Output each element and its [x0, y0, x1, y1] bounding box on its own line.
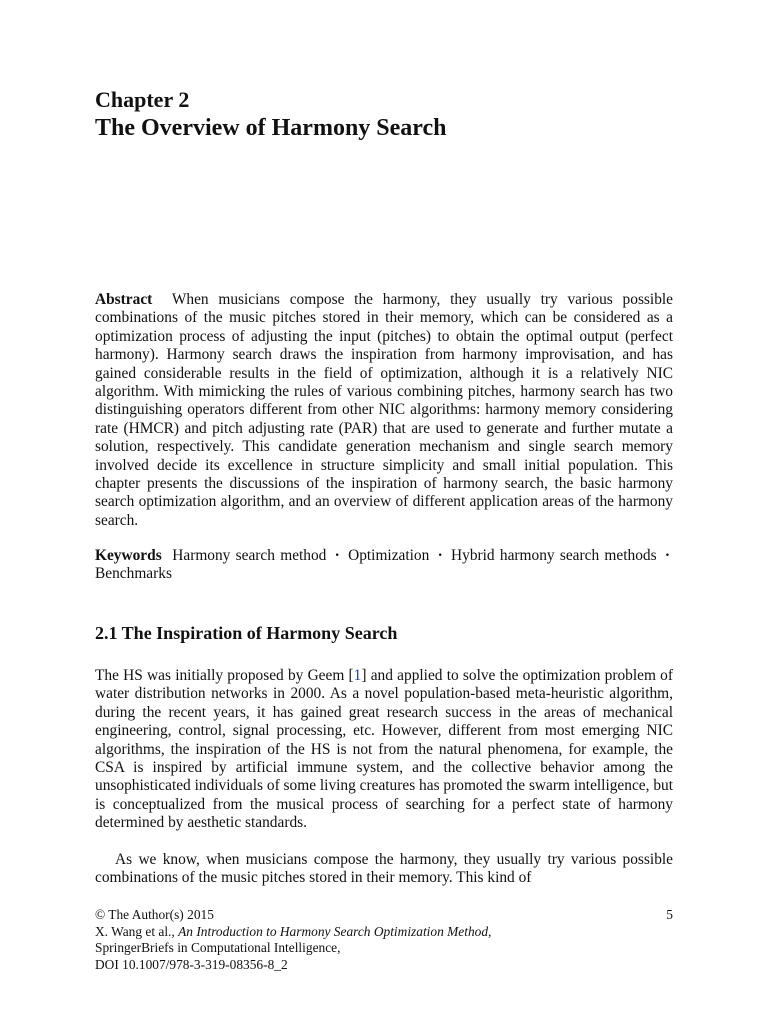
keywords-heading: Keywords: [95, 547, 162, 564]
document-page: [95, 0, 673, 1024]
keyword-separator: ·: [437, 547, 443, 564]
book-citation: [95, 924, 673, 941]
keyword-separator: ·: [664, 547, 671, 564]
book-title: An Introduction to Harmony Search Optimization Method: [178, 923, 489, 939]
page-footer: [95, 907, 673, 973]
keyword-item: Optimization: [348, 547, 430, 564]
abstract-paragraph: [95, 291, 673, 530]
abstract-text: When musicians compose the harmony, they usually try various possible combinations of the music pitches stored in their memory, which can be considered as a optimization process of adjusting the input (pitches) to obtain the optimal output (perfect harmony). Harmony search draws the inspiration from harmony improvisation, and has gained considerable results in the field of optimization, although it is a relatively NIC algorithm. With mimicking the rules of various combining pitches, harmony search has two distinguishing operators different from other NIC algorithms: harmony memory considering rate (HMCR) and pitch adjusting rate (PAR) that are used to generate and further mutate a solution, respectively. This candidate generation mechanism and single search memory involved decide its excellence in structure simplicity and small initial population. This chapter presents the discussions of the inspiration of harmony search, the basic harmony search optimization algorithm, and an overview of different application areas of the harmony search.: [95, 291, 673, 529]
series-line: SpringerBriefs in Computational Intelligence,: [95, 940, 341, 955]
body-paragraph-1: [95, 667, 673, 833]
keywords-paragraph: [95, 547, 673, 584]
keyword-item: Harmony search method: [172, 547, 327, 564]
copyright-line: © The Author(s) 2015: [95, 907, 214, 922]
citation-suffix: ,: [488, 923, 492, 939]
keyword-item: Hybrid harmony search methods: [451, 547, 657, 564]
citation-link[interactable]: 1: [353, 667, 362, 684]
chapter-label: Chapter 2: [95, 87, 190, 112]
section-heading: 2.1 The Inspiration of Harmony Search: [95, 623, 398, 643]
body-paragraph-2: As we know, when musicians compose the harmony, they usually try various possible combinations of the music pitches stored in their memory. This kind of: [95, 851, 673, 887]
keyword-separator: ·: [334, 547, 340, 564]
body-text: ] and applied to solve the optimization problem of water distribution networks in 2000. As a novel population-based meta-heuristic algorithm, during the recent years, it has gained great research success in the areas of mechanical engineering, control, signal processing, etc. However, different from most emerging NIC algorithms, the inspiration of the HS is not from the natural phenomena, for example, the CSA is inspired by artificial immune system, and the collective behavior among the unsophisticated individuals of some living creatures has promoted the swarm intelligence, but is conceptualized from the musical process of searching for a perfect state of harmony determined by aesthetic standards.: [95, 667, 673, 832]
doi-line: DOI 10.1007/978-3-319-08356-8_2: [95, 956, 288, 972]
keyword-item: Benchmarks: [95, 565, 172, 583]
chapter-title: The Overview of Harmony Search: [95, 115, 447, 141]
page-number: 5: [666, 907, 673, 922]
citation-authors: X. Wang et al.,: [95, 923, 179, 939]
abstract-heading: Abstract: [95, 291, 153, 308]
body-text: The HS was initially proposed by Geem [: [95, 667, 354, 684]
